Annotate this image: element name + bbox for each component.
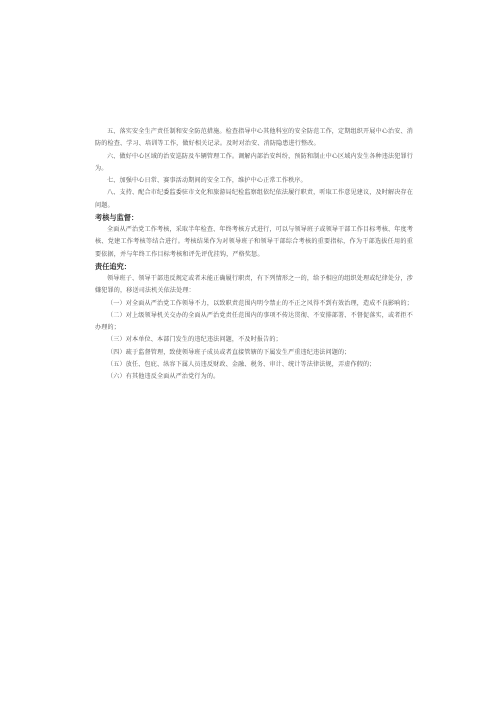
heading-assessment: 考核与监督： bbox=[95, 213, 139, 223]
paragraph-item-6: 六、做好中心区域的治安巡防及车辆管理工作。调解内部治安纠纷，预防和制止中心区域内发生各种违法犯罪行为。 bbox=[95, 152, 413, 172]
accountability-item-5: （五）放任、包庇、纵容下属人员违反财政、金融、税务、审计、统计等法律法规，弄虚作假的； bbox=[107, 361, 376, 369]
assessment-body: 全面从严治党工作考核，采取半年检查、年终考核方式进行，可以与领导班子或领导干部工作目标考核、年度考核、党建工作考核等结合进行。考核结果作为对领导班子和领导干部综合考核的重要指标，作为干部选拔任用的重要依据，并与年终工作目标考核和评先评优挂钩，严格奖惩。 bbox=[95, 226, 413, 258]
accountability-item-2: （二）对上级领导机关交办的全面从严治党责任范围内的事项不传达贯彻、不安排部署、不督促落实，或者拒不办理的； bbox=[95, 311, 413, 332]
accountability-item-6: （六）有其他违反全面从严治党行为的。 bbox=[107, 373, 220, 381]
document-page bbox=[95, 126, 413, 384]
accountability-intro: 领导班子、领导干部违反规定或者未能正确履行职责，有下列情形之一的，给予相应的组织处理或纪律处分，涉嫌犯罪的，移送司法机关依法处理： bbox=[95, 274, 413, 295]
accountability-item-3: （三）对本单位、本部门发生的违纪违法问题，不及时报告的； bbox=[107, 336, 282, 344]
paragraph-item-7: 七、加强中心日常、赛事活动期间的安全工作，维护中心正常工作秩序。 bbox=[107, 177, 307, 185]
paragraph-item-5: 五、落实安全生产责任制和安全防范措施。检查指导中心其他科室的安全防范工作，定期组织开展中心治安、消防的检查、学习、培训等工作，做好相关记录。及时对治安、消防隐患进行整改。 bbox=[95, 128, 413, 148]
paragraph-item-8: 八、支持、配合市纪委监委驻市文化和旅游局纪检监察组依纪依法履行职责，听取工作意见建议，及时解决存在问题。 bbox=[95, 189, 413, 209]
heading-accountability: 责任追究： bbox=[95, 261, 131, 271]
accountability-item-1: （一）对全面从严治党工作领导不力，以致职责范围内明令禁止的不正之风得不到有效治理，造成不良影响的； bbox=[107, 299, 413, 307]
accountability-item-4: （四）疏于监督管理，致使领导班子成员或者直接管辖的下属发生严重违纪违法问题的； bbox=[107, 348, 351, 356]
